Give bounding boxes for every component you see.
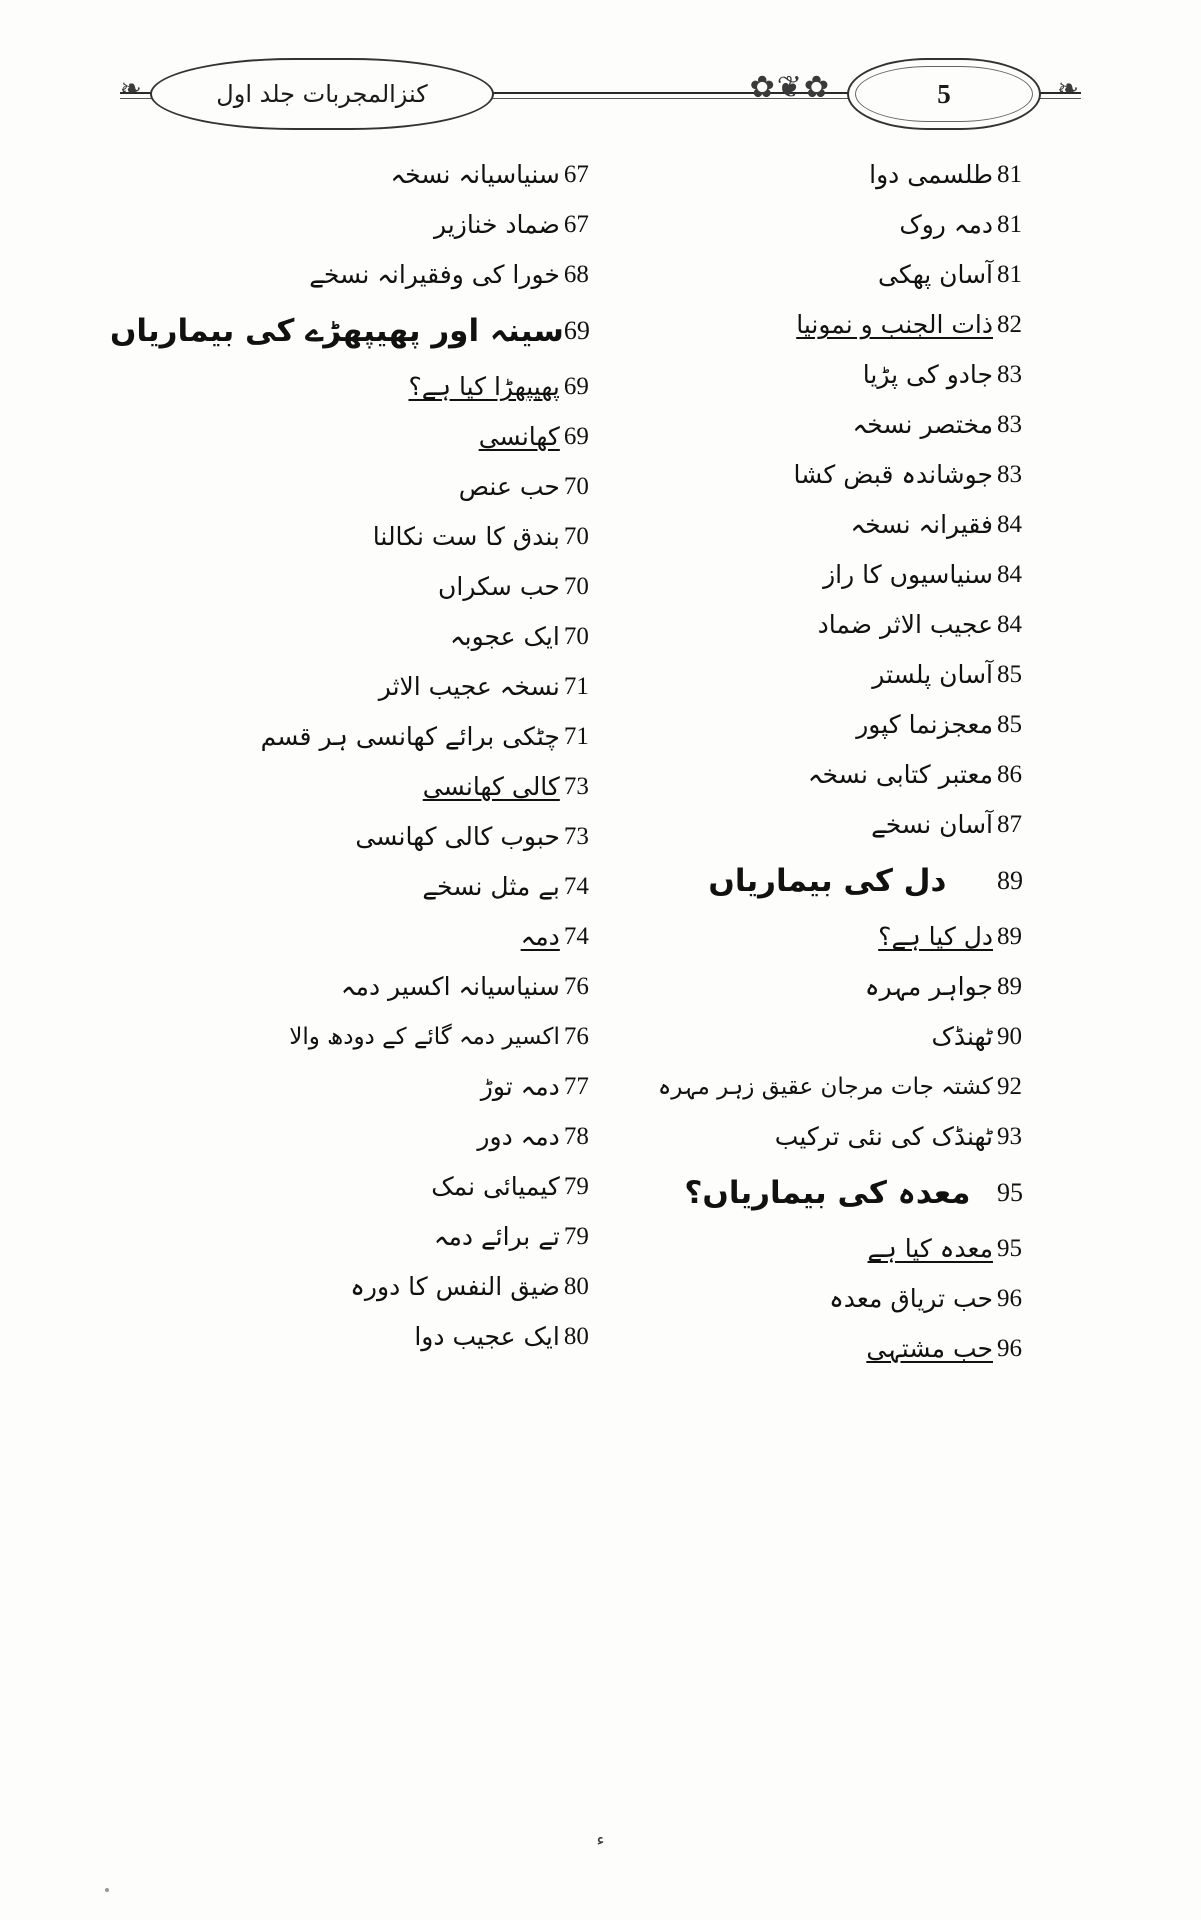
toc-page-number: 84 — [997, 561, 1022, 588]
toc-page-number: 90 — [997, 1023, 1022, 1050]
toc-entry[interactable] — [658, 650, 1071, 700]
toc-entry[interactable] — [658, 350, 1071, 400]
book-title-cartouche — [150, 58, 494, 130]
toc-entry[interactable] — [658, 400, 1071, 450]
toc-entry[interactable] — [658, 962, 1071, 1012]
toc-entry-title: بندق کا ست نکالنا — [372, 522, 560, 552]
toc-entry-title: حب مشتہی — [866, 1334, 993, 1364]
toc-entry[interactable] — [658, 500, 1071, 550]
toc-entry-title: دل کی بیماریاں — [708, 862, 947, 899]
toc-entry-title: جادو کی پڑیا — [862, 360, 993, 390]
toc-entry[interactable] — [110, 362, 638, 412]
toc-page-number: 70 — [563, 573, 589, 600]
toc-entry[interactable] — [658, 750, 1071, 800]
toc-page-number: 89 — [997, 866, 1023, 895]
toc-entry-title: ٹھنڈک — [931, 1022, 993, 1052]
toc-entry-title: دل کیا ہے؟ — [878, 922, 993, 952]
toc-page-number: 71 — [563, 673, 589, 700]
toc-entry[interactable] — [110, 200, 638, 250]
toc-entry[interactable] — [658, 150, 1071, 200]
toc-entry-title: آسان نسخے — [871, 810, 993, 840]
toc-page-number: 70 — [563, 473, 589, 500]
toc-page-number: 76 — [563, 1023, 589, 1050]
toc-entry[interactable] — [110, 862, 638, 912]
toc-page-number: 69 — [563, 316, 590, 345]
toc-page-number: 83 — [997, 411, 1022, 438]
ornament-left-icon: ❧ — [120, 74, 144, 104]
toc-page-number: 95 — [997, 1235, 1022, 1262]
toc-entry-title: چٹکی برائے کھانسی ہر قسم — [260, 722, 560, 752]
toc-page-number: 92 — [997, 1073, 1022, 1100]
toc-section-heading[interactable] — [658, 1162, 1071, 1224]
toc-entry-title: معجزنما کپور — [856, 710, 993, 740]
page-number: 5 — [937, 78, 951, 109]
toc-entry-title: ضیق النفس کا دورہ — [350, 1272, 560, 1302]
toc-entry-title: کشتہ جات مرجان عقیق زہر مہرہ — [657, 1073, 993, 1100]
toc-page-number: 67 — [563, 161, 589, 188]
toc-entry-title: معتبر کتابی نسخہ — [807, 760, 993, 790]
toc-entry-title: جواہر مہرہ — [864, 972, 993, 1002]
toc-entry[interactable] — [110, 150, 638, 200]
toc-entry-title: ایک عجیب دوا — [414, 1322, 560, 1352]
ornament-middle-icon: ✿❦✿ — [749, 70, 831, 105]
toc-entry-title: دمہ توڑ — [480, 1072, 560, 1102]
toc-page-number: 79 — [563, 1223, 589, 1250]
toc-page-number: 67 — [563, 211, 589, 238]
toc-entry-title: کالی کھانسی — [422, 772, 560, 802]
toc-columns — [110, 150, 1091, 1800]
toc-page-number: 70 — [563, 623, 589, 650]
toc-page-number: 69 — [563, 423, 589, 450]
toc-entry[interactable] — [658, 600, 1071, 650]
toc-page-number: 76 — [563, 973, 589, 1000]
toc-entry[interactable] — [110, 662, 638, 712]
toc-page-number: 81 — [997, 211, 1022, 238]
toc-entry[interactable] — [110, 962, 638, 1012]
toc-entry-title: دمہ — [520, 922, 560, 952]
toc-entry[interactable] — [110, 562, 638, 612]
toc-entry-title: ذات الجنب و نمونیا — [796, 310, 993, 340]
toc-page-number: 73 — [563, 823, 589, 850]
toc-entry-title: حبوب کالی کھانسی — [355, 822, 560, 852]
toc-page-number: 82 — [997, 311, 1022, 338]
toc-entry[interactable] — [110, 1062, 638, 1112]
toc-page-number: 83 — [997, 461, 1022, 488]
toc-entry[interactable] — [110, 912, 638, 962]
toc-page-number: 81 — [997, 161, 1022, 188]
toc-section-heading[interactable] — [110, 300, 638, 362]
toc-entry[interactable] — [110, 712, 638, 762]
toc-page-number: 95 — [997, 1178, 1023, 1207]
toc-entry-title: سنیاسیانہ نسخہ — [390, 160, 560, 190]
toc-entry[interactable] — [658, 300, 1071, 350]
toc-page-number: 68 — [563, 261, 589, 288]
toc-page-number: 96 — [997, 1335, 1022, 1362]
page-number-cartouche — [847, 58, 1041, 130]
toc-column-secondary — [648, 150, 1091, 1800]
toc-entry-title: حب سکراں — [438, 572, 560, 602]
toc-entry[interactable] — [110, 1112, 638, 1162]
toc-entry-title: ٹھنڈک کی نئی ترکیب — [774, 1122, 993, 1152]
toc-entry-title: مختصر نسخہ — [852, 410, 993, 440]
toc-entry[interactable] — [658, 550, 1071, 600]
toc-entry[interactable] — [110, 1262, 638, 1312]
toc-entry[interactable] — [110, 1162, 638, 1212]
page-edge-speck — [105, 1888, 109, 1892]
toc-entry[interactable] — [658, 250, 1071, 300]
toc-entry-title: خورا کی وفقیرانہ نسخے — [309, 260, 560, 290]
toc-entry[interactable] — [658, 1274, 1071, 1324]
toc-page-number: 81 — [997, 261, 1022, 288]
toc-page-number: 79 — [563, 1173, 589, 1200]
toc-page-number: 69 — [563, 373, 589, 400]
toc-page-number: 77 — [563, 1073, 589, 1100]
toc-page-number: 96 — [997, 1285, 1022, 1312]
toc-entry-title: اکسیر دمہ گائے کے دودھ والا — [289, 1023, 560, 1050]
toc-entry[interactable] — [658, 1224, 1071, 1274]
toc-entry[interactable] — [110, 250, 638, 300]
toc-page-number: 93 — [997, 1123, 1022, 1150]
toc-entry-title: دمہ روک — [899, 210, 993, 240]
toc-entry[interactable] — [110, 1012, 638, 1062]
toc-page-number: 89 — [997, 923, 1022, 950]
toc-page-number: 84 — [997, 511, 1022, 538]
toc-entry[interactable] — [110, 1212, 638, 1262]
toc-entry-title: معدہ کیا ہے — [867, 1234, 993, 1264]
toc-section-heading[interactable] — [658, 850, 1071, 912]
toc-entry-title: آسان پلستر — [872, 660, 993, 690]
toc-entry[interactable] — [110, 612, 638, 662]
toc-page-number: 74 — [563, 873, 589, 900]
toc-page-number: 85 — [997, 711, 1022, 738]
toc-entry[interactable] — [658, 450, 1071, 500]
footer-mark: ء — [596, 1830, 605, 1850]
toc-entry[interactable] — [110, 1312, 638, 1362]
toc-entry[interactable] — [110, 762, 638, 812]
toc-entry-title: آسان پھکی — [878, 260, 993, 290]
toc-entry[interactable] — [658, 1112, 1071, 1162]
toc-page-number: 87 — [997, 811, 1022, 838]
toc-entry[interactable] — [658, 700, 1071, 750]
toc-entry-title: فقیرانہ نسخہ — [850, 510, 993, 540]
toc-entry[interactable] — [658, 912, 1071, 962]
toc-entry-title: سنیاسیوں کا راز — [823, 560, 993, 590]
toc-page-number: 80 — [563, 1323, 589, 1350]
toc-entry-title: کیمیائی نمک — [431, 1172, 560, 1202]
toc-entry-title: حب عنص — [458, 472, 560, 502]
toc-entry-title: دمہ دور — [477, 1122, 560, 1152]
page-header — [120, 52, 1081, 132]
toc-entry-title: ضماد خنازیر — [434, 210, 560, 240]
toc-page-number: 86 — [997, 761, 1022, 788]
toc-entry[interactable] — [110, 412, 638, 462]
toc-entry-title: تے برائے دمہ — [433, 1222, 560, 1252]
toc-entry-title: بے مثل نسخے — [422, 872, 560, 902]
toc-column-primary — [80, 150, 648, 1800]
toc-entry-title: سینہ اور پھیپھڑے کی بیماریاں — [109, 312, 564, 349]
toc-page-number: 74 — [563, 923, 589, 950]
toc-page-number: 70 — [563, 523, 589, 550]
toc-entry[interactable] — [110, 812, 638, 862]
toc-entry-title: جوشاندہ قبض کشا — [793, 460, 993, 490]
toc-entry[interactable] — [658, 800, 1071, 850]
toc-entry[interactable] — [110, 462, 638, 512]
toc-page-number: 71 — [563, 723, 589, 750]
toc-entry-title: حب تریاق معدہ — [829, 1284, 993, 1314]
toc-entry[interactable] — [110, 512, 638, 562]
toc-entry-title: معدہ کی بیماریاں؟ — [684, 1174, 971, 1211]
toc-entry-title: طلسمی دوا — [869, 160, 993, 190]
toc-page-number: 83 — [997, 361, 1022, 388]
toc-page-number: 89 — [997, 973, 1022, 1000]
toc-page-number: 85 — [997, 661, 1022, 688]
toc-entry[interactable] — [658, 200, 1071, 250]
toc-entry-title: کھانسی — [478, 422, 560, 452]
toc-entry-title: عجیب الاثر ضماد — [817, 610, 993, 640]
toc-page-number: 78 — [563, 1123, 589, 1150]
toc-entry-title: نسخہ عجیب الاثر — [378, 672, 560, 702]
toc-page-number: 84 — [997, 611, 1022, 638]
toc-entry[interactable] — [658, 1012, 1071, 1062]
toc-entry-title: سنیاسیانہ اکسیر دمہ — [340, 972, 560, 1002]
book-title: کنزالمجربات جلد اول — [216, 80, 428, 108]
ornament-right-icon: ❧ — [1057, 74, 1081, 104]
toc-page-number: 73 — [563, 773, 589, 800]
toc-entry-title: پھیپھڑا کیا ہے؟ — [408, 372, 560, 402]
toc-entry[interactable] — [658, 1324, 1071, 1374]
toc-entry[interactable] — [658, 1062, 1071, 1112]
toc-entry-title: ایک عجوبہ — [450, 622, 560, 652]
toc-page-number: 80 — [563, 1273, 589, 1300]
